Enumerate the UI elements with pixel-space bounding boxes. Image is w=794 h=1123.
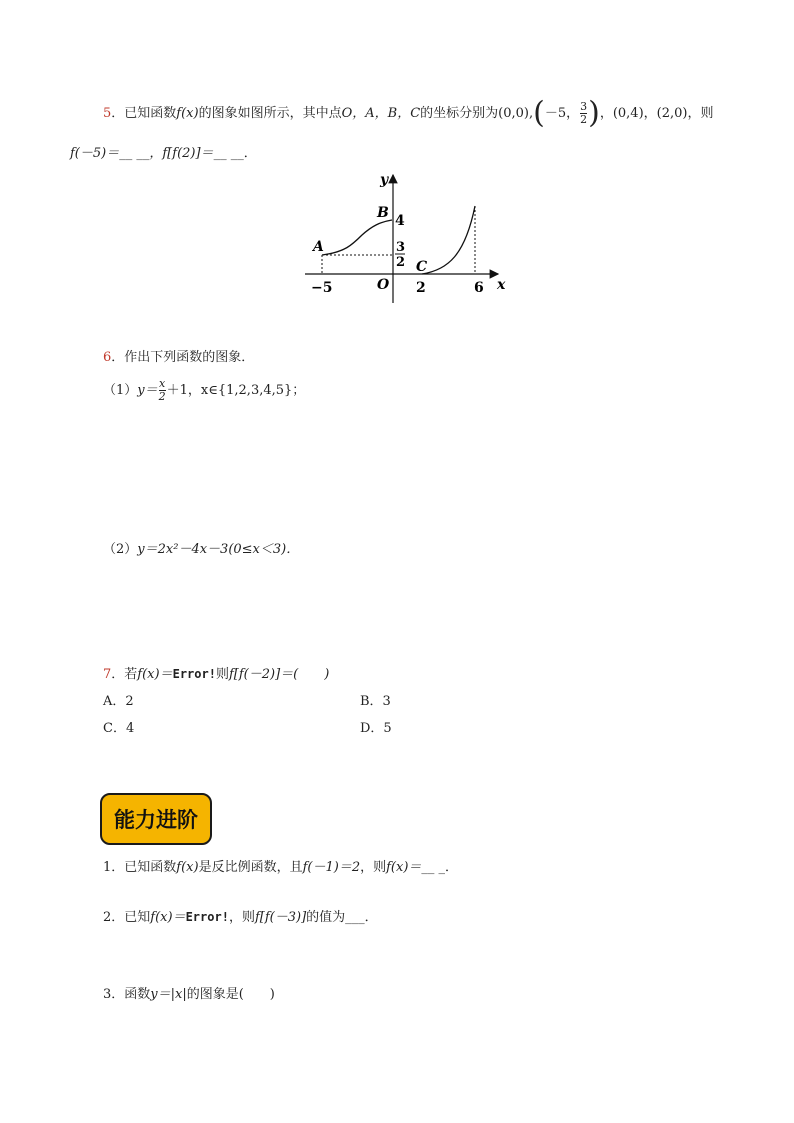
q7-number: 7 — [103, 667, 112, 682]
section-badge: 能力进阶 — [100, 793, 212, 845]
q6-p1-fraction: $\frac{x}{2}$ — [158, 377, 166, 403]
adv-q1: 1．已知函数f(x)是反比例函数，且f(－1)＝2，则f(x)＝__ _． — [103, 860, 459, 875]
adv-q2-blank: ___ — [345, 910, 365, 925]
q5-line2: f(－5)＝__ __，f[f(2)]＝__ __． — [70, 146, 257, 161]
q5-blank-2: __ __ — [213, 146, 244, 161]
y-value-4: 4 — [395, 213, 405, 229]
x-tick-2: 2 — [416, 280, 426, 296]
adv-q2-error-field: Error! — [185, 910, 229, 924]
q5-fraction: $\frac{3}{2}$ — [580, 100, 588, 126]
curve-a-to-b — [322, 220, 392, 255]
x-tick-6: 6 — [474, 280, 484, 296]
q7-option-a: A．2 — [103, 694, 134, 709]
adv-q3: 3．函数y＝|x|的图象是( ) — [103, 987, 275, 1002]
point-c-label: C — [416, 259, 428, 275]
adv-q2: 2．已知f(x)＝Error!，则f[f(－3)]的值为___． — [103, 910, 378, 925]
q5-line1: 5．已知函数f(x)的图象如图所示，其中点O，A，B，C的坐标分别为(0,0),(－5， $\frac{3}{2}$ )，(0,4)，(2,0)，则 — [103, 95, 714, 131]
point-b-label: B — [377, 205, 389, 221]
q7-option-c: C．4 — [103, 721, 135, 736]
q7-error-field: Error! — [172, 667, 216, 681]
y-axis-label: y — [380, 172, 389, 188]
origin-label: O — [377, 277, 390, 293]
q7-stem: 7．若f(x)＝Error!则f[f(－2)]＝( ) — [103, 667, 330, 682]
q7-option-b: B．3 — [360, 694, 391, 709]
point-a-label: A — [313, 239, 324, 255]
q6-part2: （2）y＝2x²－4x－3(0≤x＜3)． — [103, 542, 300, 557]
adv-q1-blank: __ _ — [421, 860, 446, 875]
q5-number: 5 — [103, 106, 112, 121]
q6-number: 6 — [103, 350, 112, 365]
x-axis-label: x — [497, 277, 506, 293]
q6-part1: （1）y＝ $\frac{x}{2}$ ＋1，x∈{1,2,3,4,5}； — [103, 377, 306, 403]
q7-option-d: D．5 — [360, 721, 392, 736]
x-tick-neg5: −5 — [311, 280, 333, 296]
y-frac-den: 2 — [396, 255, 406, 270]
q5-blank-1: __ __ — [119, 146, 150, 161]
curve-c-to-end — [422, 206, 475, 274]
y-frac-num: 3 — [396, 240, 406, 255]
q6-title: 6．作出下列函数的图象． — [103, 350, 255, 365]
